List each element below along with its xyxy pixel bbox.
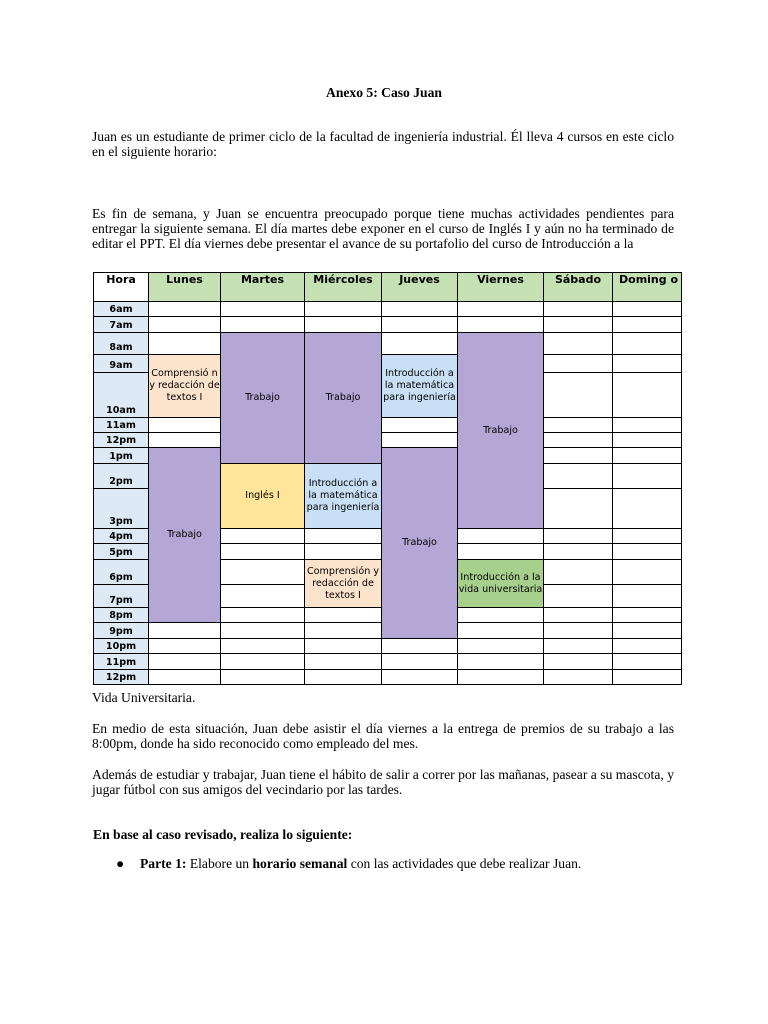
part1-text-end: con las actividades que debe realizar Juan. xyxy=(350,856,582,871)
header-hora: Hora xyxy=(94,273,149,302)
schedule-block-trabajo: Trabajo xyxy=(221,333,305,464)
time-cell: 6pm xyxy=(94,560,149,585)
document-title: Anexo 5: Caso Juan xyxy=(326,85,442,100)
time-cell: 4pm xyxy=(94,529,149,544)
list-item xyxy=(92,856,581,872)
header-lunes: Lunes xyxy=(149,273,221,302)
schedule-block-trabajo: Trabajo xyxy=(458,333,544,529)
instruction-heading: En base al caso revisado, realiza lo siguiente: xyxy=(93,827,353,842)
schedule-header-row xyxy=(94,273,682,302)
header-jueves: Jueves xyxy=(382,273,458,302)
time-cell: 11pm xyxy=(94,654,149,670)
award-paragraph: En medio de esta situación, Juan debe asistir el día viernes a la entrega de premios de su trabajo a las 8:00pm, donde ha sido reconocido como empleado del mes. xyxy=(92,721,674,751)
table-row xyxy=(94,448,682,464)
part1-text: Elabore un xyxy=(189,856,250,871)
header-sabado: Sábado xyxy=(544,273,613,302)
time-cell: 6am xyxy=(94,302,149,317)
intro-paragraph: Juan es un estudiante de primer ciclo de la facultad de ingeniería industrial. Él lleva 4 cursos en este ciclo en el siguiente horario: xyxy=(92,129,674,159)
time-cell: 9am xyxy=(94,355,149,373)
part1-label: Parte 1: xyxy=(140,856,187,871)
table-row xyxy=(94,433,682,448)
task-list xyxy=(92,856,581,872)
table-row xyxy=(94,302,682,317)
header-viernes: Viernes xyxy=(458,273,544,302)
schedule-block-matematica: Introducción a la matemática para ingeniería xyxy=(382,355,458,418)
time-cell: 12pm xyxy=(94,670,149,685)
time-cell: 10pm xyxy=(94,639,149,654)
schedule-block-trabajo: Trabajo xyxy=(305,333,382,464)
header-martes: Martes xyxy=(221,273,305,302)
time-cell: 1pm xyxy=(94,448,149,464)
schedule-block-comprension: Comprensió n y redacción de textos I xyxy=(149,355,221,418)
table-row xyxy=(94,355,682,373)
schedule-block-comprension: Comprensión y redacción de textos I xyxy=(305,560,382,608)
table-row xyxy=(94,317,682,333)
schedule-block-trabajo: Trabajo xyxy=(149,448,221,623)
part1-bold-text: horario semanal xyxy=(252,856,348,871)
header-miercoles: Miércoles xyxy=(305,273,382,302)
time-cell: 8am xyxy=(94,333,149,355)
table-row xyxy=(94,639,682,654)
table-row xyxy=(94,670,682,685)
time-cell: 7pm xyxy=(94,585,149,608)
table-row xyxy=(94,333,682,355)
habits-paragraph: Además de estudiar y trabajar, Juan tiene el hábito de salir a correr por las mañanas, pasear a su mascota, y jugar fútbol con sus amigos del vecindario por las tardes. xyxy=(92,767,674,797)
time-cell: 10am xyxy=(94,373,149,418)
time-cell: 9pm xyxy=(94,623,149,639)
time-cell: 5pm xyxy=(94,544,149,560)
bullet-icon: ● xyxy=(116,856,125,871)
table-row xyxy=(94,654,682,670)
time-cell: 2pm xyxy=(94,464,149,489)
time-cell: 3pm xyxy=(94,489,149,529)
schedule-block-ingles: Inglés I xyxy=(221,464,305,529)
time-cell: 12pm xyxy=(94,433,149,448)
weekly-schedule-table xyxy=(93,272,682,685)
table-row xyxy=(94,418,682,433)
situation-paragraph-continuation: Vida Universitaria. xyxy=(92,690,196,705)
schedule-block-matematica: Introducción a la matemática para ingeniería xyxy=(305,464,382,529)
time-cell: 8pm xyxy=(94,608,149,623)
situation-paragraph: Es fin de semana, y Juan se encuentra preocupado porque tiene muchas actividades pendientes para entregar la siguiente semana. El día martes debe exponer en el curso de Inglés I y aún no ha terminado de editar el PPT. El día viernes debe presentar el avance de su portafolio del curso de Introducción a la xyxy=(92,206,674,251)
time-cell: 11am xyxy=(94,418,149,433)
schedule-block-trabajo: Trabajo xyxy=(382,448,458,639)
time-cell: 7am xyxy=(94,317,149,333)
header-domingo: Doming o xyxy=(613,273,682,302)
schedule-block-vida-universitaria: Introducción a la vida universitaria xyxy=(458,560,544,608)
